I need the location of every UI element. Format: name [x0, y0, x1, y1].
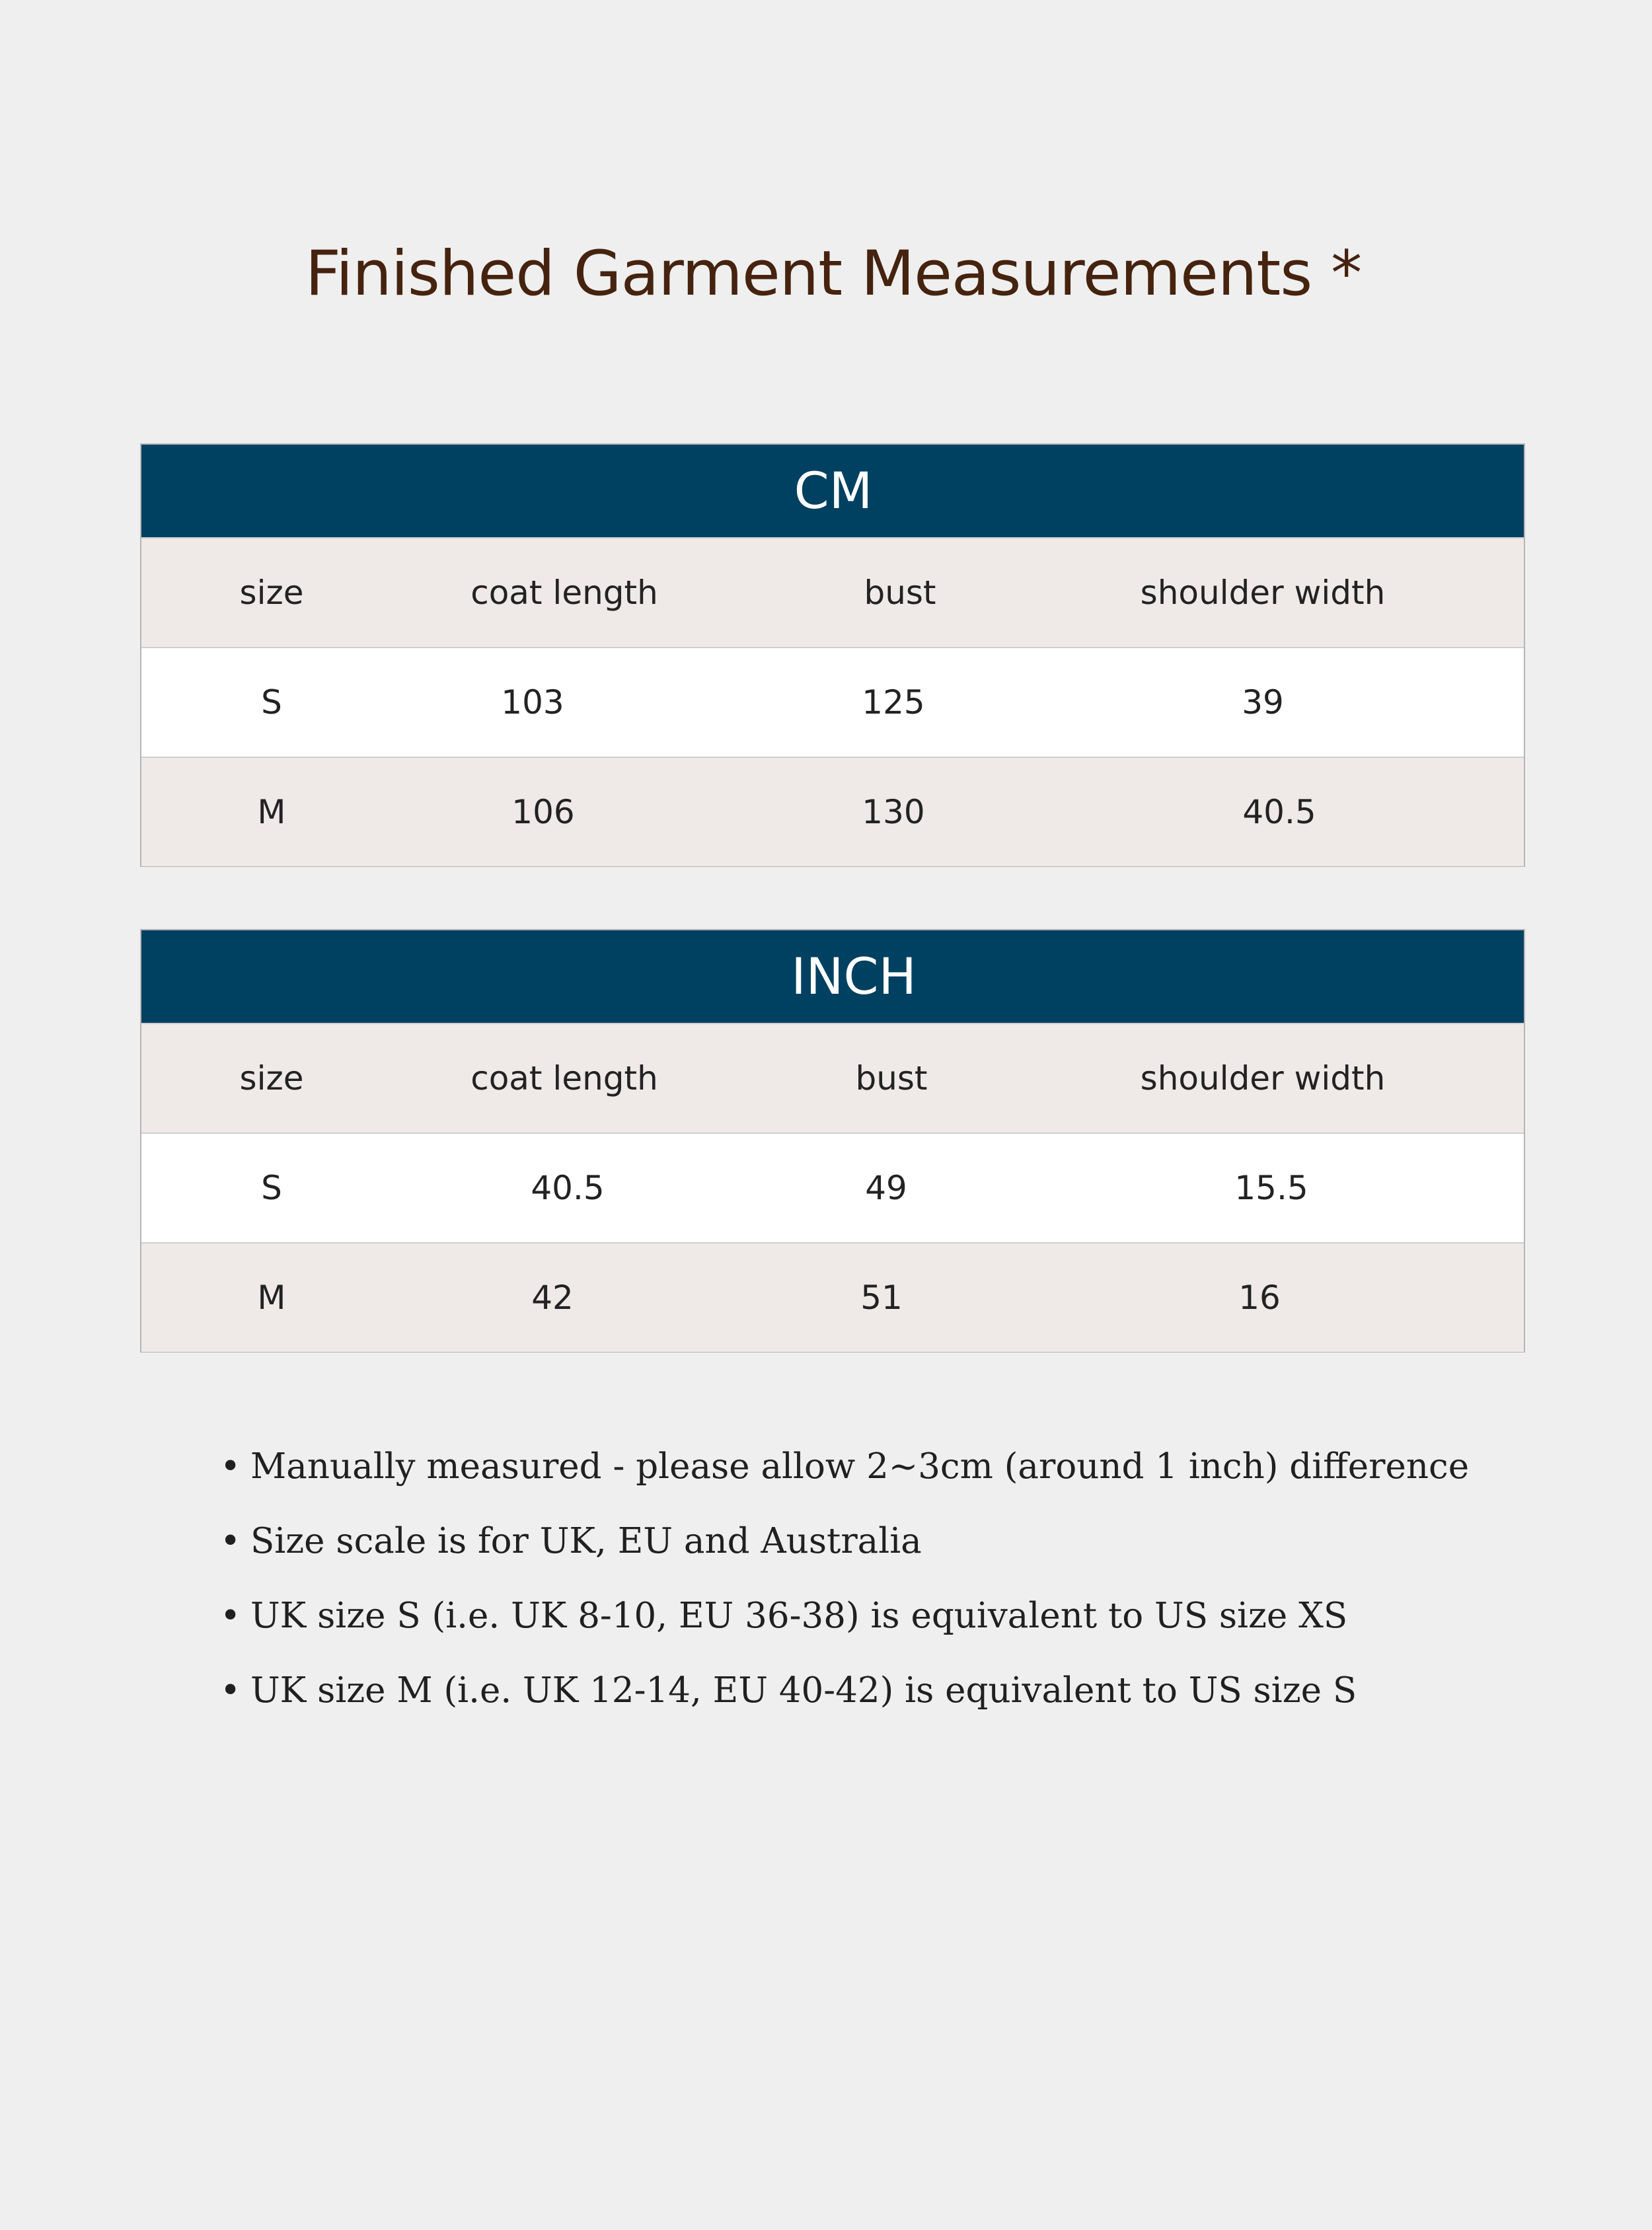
- cell-bust: 130: [862, 793, 925, 831]
- note-text: Manually measured - please allow 2~3cm (around 1 inch) difference: [250, 1446, 1470, 1487]
- cell-coat-length: 103: [501, 683, 564, 722]
- column-header-coat-length: coat length: [470, 1059, 658, 1097]
- bullet-icon: •: [220, 1446, 241, 1487]
- column-header-row: [141, 1023, 1524, 1133]
- cell-bust: 51: [860, 1279, 903, 1317]
- cell-size: S: [261, 683, 282, 722]
- table-unit-label: CM: [794, 461, 873, 520]
- cell-bust: 49: [865, 1169, 907, 1207]
- cell-size: M: [257, 793, 286, 831]
- note-text: Size scale is for UK, EU and Australia: [250, 1521, 922, 1561]
- bullet-icon: •: [220, 1670, 241, 1711]
- column-header-bust: bust: [855, 1059, 928, 1097]
- column-header-coat-length: coat length: [470, 574, 658, 612]
- column-header-size: size: [239, 574, 304, 612]
- cell-shoulder-width: 40.5: [1242, 793, 1316, 831]
- notes-list: [220, 1434, 1542, 1732]
- cell-size: M: [257, 1279, 286, 1317]
- cell-shoulder-width: 39: [1242, 683, 1284, 722]
- column-header-bust: bust: [864, 574, 936, 612]
- table-header: [141, 930, 1524, 1023]
- note-text: UK size M (i.e. UK 12-14, EU 40-42) is equivalent to US size S: [250, 1670, 1357, 1711]
- cell-shoulder-width: 16: [1238, 1279, 1281, 1317]
- list-item: [220, 1434, 1542, 1508]
- column-header-row: [141, 537, 1524, 647]
- table-row: [141, 1133, 1524, 1242]
- column-header-shoulder-width: shoulder width: [1140, 1059, 1386, 1097]
- note-text: UK size S (i.e. UK 8-10, EU 36-38) is equivalent to US size XS: [250, 1596, 1348, 1636]
- page-title: Finished Garment Measurements *: [305, 238, 1362, 310]
- cell-bust: 125: [862, 683, 925, 722]
- cm-size-table: [140, 443, 1525, 867]
- table-row: [141, 1242, 1524, 1352]
- inch-size-table: [140, 929, 1525, 1353]
- list-item: [220, 1583, 1542, 1658]
- table-row: [141, 757, 1524, 866]
- cell-coat-length: 42: [531, 1279, 574, 1317]
- bullet-icon: •: [220, 1521, 241, 1561]
- cell-coat-length: 40.5: [531, 1169, 605, 1207]
- cell-shoulder-width: 15.5: [1234, 1169, 1308, 1207]
- list-item: [220, 1658, 1542, 1732]
- cell-coat-length: 106: [511, 793, 575, 831]
- table-header: [141, 445, 1524, 537]
- column-header-shoulder-width: shoulder width: [1140, 574, 1386, 612]
- cell-size: S: [261, 1169, 282, 1207]
- column-header-size: size: [239, 1059, 304, 1097]
- table-unit-label: INCH: [791, 947, 917, 1006]
- bullet-icon: •: [220, 1596, 241, 1636]
- list-item: [220, 1508, 1542, 1583]
- table-row: [141, 647, 1524, 757]
